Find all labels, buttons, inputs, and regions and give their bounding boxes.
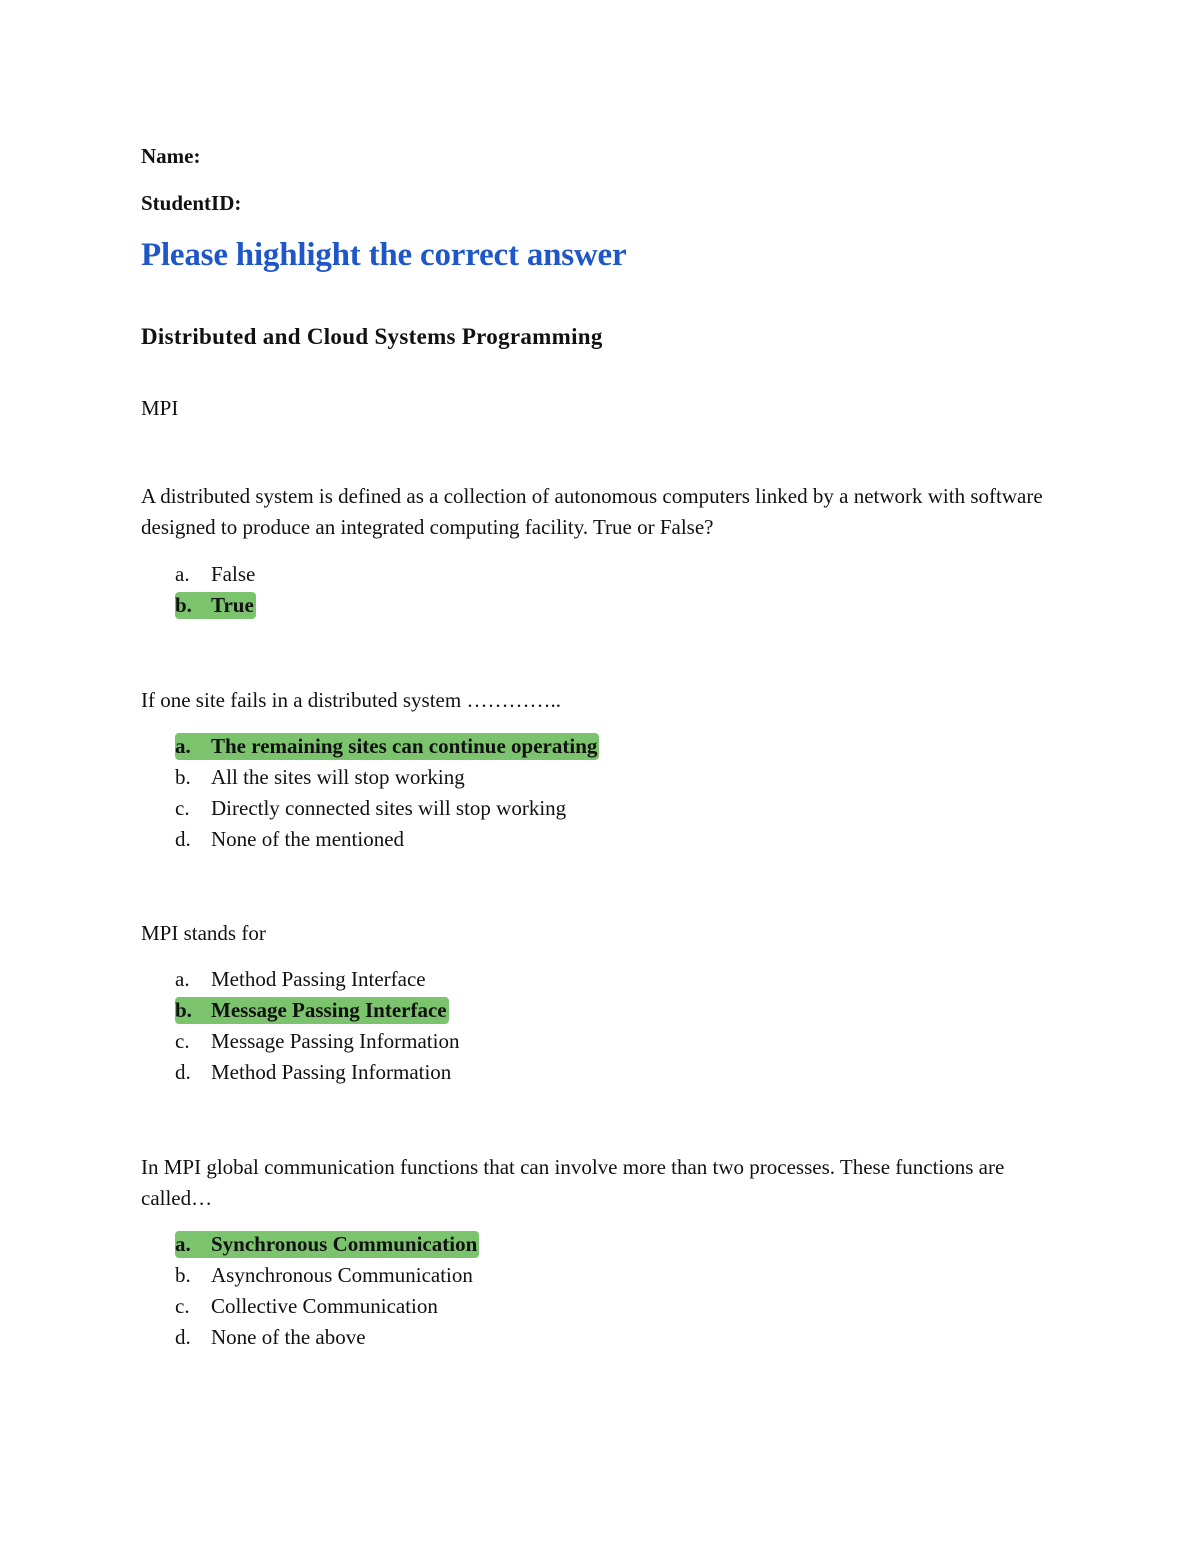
option-3c[interactable] xyxy=(175,1026,459,1057)
option-text: Method Passing Information xyxy=(211,1060,452,1084)
answer-highlight xyxy=(175,1231,479,1258)
answer-highlight xyxy=(175,997,449,1024)
answer-highlight xyxy=(175,733,599,760)
question-3: MPI stands for xyxy=(141,921,266,945)
option-text: Collective Communication xyxy=(211,1294,438,1318)
option-text: All the sites will stop working xyxy=(211,765,465,789)
option-4d[interactable] xyxy=(175,1322,479,1353)
question-3-options xyxy=(175,964,459,1088)
option-text: Synchronous Communication xyxy=(211,1232,478,1256)
option-2d[interactable] xyxy=(175,824,599,855)
question-1-options xyxy=(175,559,256,621)
option-letter: d. xyxy=(175,1060,191,1084)
option-text: Asynchronous Communication xyxy=(211,1263,473,1287)
option-4b[interactable] xyxy=(175,1260,479,1291)
option-letter: a. xyxy=(175,1232,191,1256)
option-text: Method Passing Interface xyxy=(211,967,426,991)
instruction-heading: Please highlight the correct answer xyxy=(141,237,627,273)
option-letter: b. xyxy=(175,1263,191,1287)
option-text: Directly connected sites will stop working xyxy=(211,796,567,820)
option-letter: c. xyxy=(175,1029,190,1053)
option-4c[interactable] xyxy=(175,1291,479,1322)
answer-highlight xyxy=(175,592,256,619)
section-title: MPI xyxy=(141,396,179,420)
option-text: Message Passing Interface xyxy=(211,998,447,1022)
option-letter: b. xyxy=(175,765,191,789)
question-4: In MPI global communication functions that can involve more than two processes. These functions are called… xyxy=(141,1155,1005,1210)
option-3d[interactable] xyxy=(175,1057,459,1088)
question-2: If one site fails in a distributed system ………….. xyxy=(141,688,561,712)
option-3b-highlighted[interactable] xyxy=(175,995,459,1026)
question-2-options xyxy=(175,731,599,855)
question-1: A distributed system is defined as a collection of autonomous computers linked by a network with software designed to produce an integrated computing facility. True or False? xyxy=(141,484,1043,539)
option-2a-highlighted[interactable] xyxy=(175,731,599,762)
option-letter: a. xyxy=(175,562,190,586)
option-letter: d. xyxy=(175,827,191,851)
option-letter: a. xyxy=(175,734,191,758)
option-text: None of the above xyxy=(211,1325,366,1349)
option-letter: c. xyxy=(175,1294,190,1318)
course-title: Distributed and Cloud Systems Programming xyxy=(141,324,603,349)
option-letter: d. xyxy=(175,1325,191,1349)
option-3a[interactable] xyxy=(175,964,459,995)
option-letter: c. xyxy=(175,796,190,820)
option-letter: b. xyxy=(175,998,192,1022)
option-text: False xyxy=(211,562,256,586)
name-label: Name: xyxy=(141,144,201,168)
option-text: The remaining sites can continue operating xyxy=(211,734,598,758)
option-1a[interactable] xyxy=(175,559,256,590)
option-4a-highlighted[interactable] xyxy=(175,1229,479,1260)
student-id-label: StudentID: xyxy=(141,191,242,215)
option-text: True xyxy=(211,593,254,617)
option-letter: b. xyxy=(175,593,192,617)
option-text: Message Passing Information xyxy=(211,1029,460,1053)
option-2b[interactable] xyxy=(175,762,599,793)
option-text: None of the mentioned xyxy=(211,827,405,851)
option-letter: a. xyxy=(175,967,190,991)
option-2c[interactable] xyxy=(175,793,599,824)
option-1b-highlighted[interactable] xyxy=(175,590,256,621)
question-4-options xyxy=(175,1229,479,1353)
